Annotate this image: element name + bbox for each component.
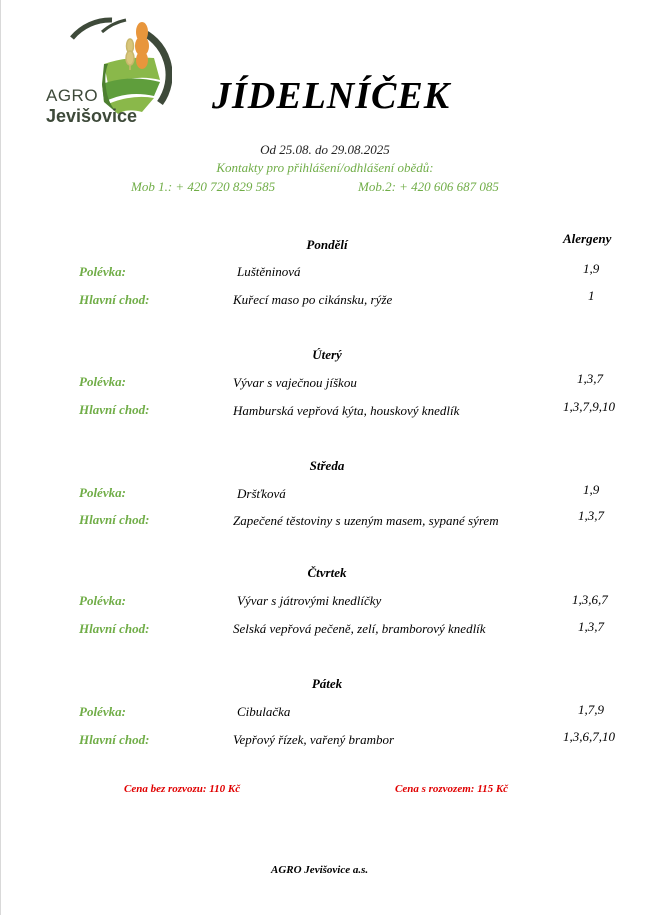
page-title: JÍDELNÍČEK	[212, 75, 451, 117]
logo-text-agro: AGRO	[46, 86, 99, 105]
main-label: Hlavní chod:	[79, 732, 150, 747]
soup-thursday: Vývar s játrovými knedlíčky	[237, 593, 382, 608]
soup-label: Polévka:	[79, 264, 126, 279]
mobile-1: Mob 1.: + 420 720 829 585	[131, 179, 276, 194]
footer-company: AGRO Jevišovice a.s.	[271, 864, 369, 876]
soup-allergens-tuesday: 1,3,7	[577, 371, 603, 386]
main-tuesday: Hamburská vepřová kýta, houskový knedlík	[233, 403, 460, 418]
main-thursday: Selská vepřová pečeně, zelí, bramborový knedlík	[233, 621, 486, 636]
mobile-2: Mob.2: + 420 606 687 085	[358, 179, 499, 194]
main-allergens-monday: 1	[588, 288, 595, 303]
main-label: Hlavní chod:	[79, 512, 150, 527]
price-without-delivery: Cena bez rozvozu: 110 Kč	[124, 783, 241, 795]
soup-label: Polévka:	[79, 485, 126, 500]
logo-text-jevisovice: Jevišovice	[46, 106, 138, 126]
main-friday: Vepřový řízek, vařený brambor	[233, 732, 395, 747]
soup-allergens-friday: 1,7,9	[578, 702, 604, 717]
main-allergens-tuesday: 1,3,7,9,10	[563, 399, 615, 414]
soup-label: Polévka:	[79, 704, 126, 719]
main-allergens-wednesday: 1,3,7	[578, 508, 604, 523]
main-allergens-friday: 1,3,6,7,10	[563, 729, 615, 744]
allergens-header: Alergeny	[563, 231, 612, 246]
soup-friday: Cibulačka	[237, 704, 291, 719]
contacts-label: Kontakty pro přihlášení/odhlášení obědů:	[216, 160, 434, 175]
day-title-friday: Pátek	[311, 676, 343, 691]
main-label: Hlavní chod:	[79, 402, 150, 417]
soup-allergens-wednesday: 1,9	[583, 482, 600, 497]
day-title-monday: Pondělí	[306, 237, 348, 252]
date-range: Od 25.08. do 29.08.2025	[260, 142, 390, 157]
soup-allergens-thursday: 1,3,6,7	[572, 592, 608, 607]
day-title-tuesday: Úterý	[312, 347, 342, 362]
price-with-delivery: Cena s rozvozem: 115 Kč	[395, 783, 509, 795]
soup-tuesday: Vývar s vaječnou jíškou	[233, 375, 357, 390]
main-allergens-thursday: 1,3,7	[578, 619, 604, 634]
day-title-thursday: Čtvrtek	[307, 565, 347, 580]
main-wednesday: Zapečené těstoviny s uzeným masem, sypané sýrem	[233, 513, 499, 528]
soup-wednesday: Dršťková	[237, 486, 286, 501]
soup-monday: Luštěninová	[237, 264, 301, 279]
main-monday: Kuřecí maso po cikánsku, rýže	[233, 292, 393, 307]
soup-allergens-monday: 1,9	[583, 261, 600, 276]
soup-label: Polévka:	[79, 593, 126, 608]
soup-label: Polévka:	[79, 374, 126, 389]
main-label: Hlavní chod:	[79, 292, 150, 307]
main-label: Hlavní chod:	[79, 621, 150, 636]
day-title-wednesday: Středa	[309, 458, 345, 473]
